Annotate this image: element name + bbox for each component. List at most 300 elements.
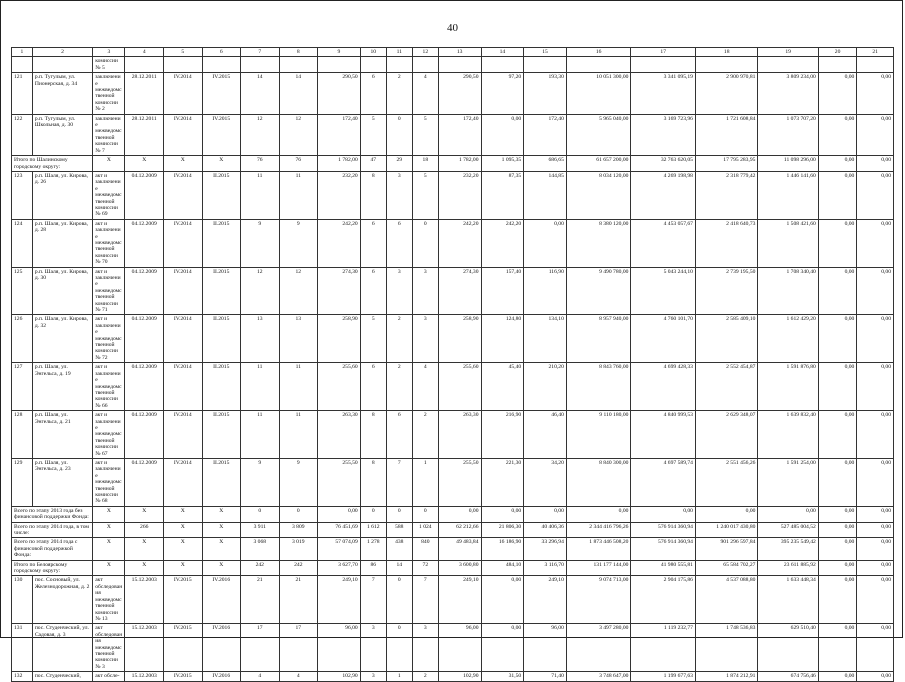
table-cell: 1 873 446 508,20 <box>566 538 631 560</box>
table-cell: 1 748 536,83 <box>695 624 757 672</box>
table-cell: 4 269 198,98 <box>631 171 696 219</box>
table-row <box>12 624 894 672</box>
column-number: 8 <box>279 48 318 57</box>
table-cell: 0,00 <box>818 363 857 411</box>
table-cell <box>758 57 818 73</box>
table-cell: 8 843 760,00 <box>566 363 631 411</box>
table-cell: 0,00 <box>818 506 857 522</box>
table-cell: II.2015 <box>202 363 241 411</box>
table-cell: 3 068 <box>241 538 280 560</box>
table-cell: 3 809 <box>279 522 318 538</box>
table-cell: IV.2014 <box>163 363 202 411</box>
table-cell: 8 <box>360 411 386 459</box>
table-cell: 3 748 647,00 <box>566 672 631 681</box>
summary-row <box>12 506 894 522</box>
table-cell: 249,10 <box>318 576 361 624</box>
table-cell: 04.12.2009 <box>125 411 164 459</box>
table-cell <box>481 57 524 73</box>
table-cell: 04.12.2009 <box>125 171 164 219</box>
table-cell: 2 585 409,10 <box>695 315 757 363</box>
table-cell: 1 446 141,60 <box>758 171 818 219</box>
table-cell: 1 612 <box>360 522 386 538</box>
table-cell: 0,00 <box>695 506 757 522</box>
table-cell: 11 098 296,00 <box>758 156 818 172</box>
table-cell: 121 <box>12 73 33 114</box>
table-cell: 3 600,80 <box>438 560 481 576</box>
table-cell: 11 <box>241 411 280 459</box>
table-cell: IV.2014 <box>163 315 202 363</box>
table-cell: 96,00 <box>438 624 481 672</box>
table-cell: 4 697 589,74 <box>631 458 696 506</box>
table-cell: 2 739 195,50 <box>695 267 757 315</box>
table-cell: 0,00 <box>818 576 857 624</box>
table-cell <box>318 57 361 73</box>
table-cell: 686,65 <box>524 156 567 172</box>
table-cell: 4 840 999,53 <box>631 411 696 459</box>
table-cell: 41 980 555,81 <box>631 560 696 576</box>
table-cell: 0,00 <box>857 363 894 411</box>
table-cell: Итого по Шалинскому городскому округу: <box>12 156 93 172</box>
table-cell: 0,00 <box>818 411 857 459</box>
table-cell: 193,30 <box>524 73 567 114</box>
table-cell: 97,20 <box>481 73 524 114</box>
table-cell: 7 <box>360 576 386 624</box>
table-cell: 04.12.2009 <box>125 315 164 363</box>
table-cell: акт и заключение межведомственной комиссии № 70 <box>93 219 125 267</box>
table-cell: акт и заключение межведомственной комиссии № 72 <box>93 315 125 363</box>
table-cell: 0,00 <box>857 672 894 681</box>
table-cell <box>202 57 241 73</box>
table-cell <box>695 57 757 73</box>
table-cell: 1 240 017 430,80 <box>695 522 757 538</box>
table-cell: X <box>202 506 241 522</box>
table-cell: 76 451,69 <box>318 522 361 538</box>
table-cell: 172,40 <box>318 114 361 155</box>
table-cell: 274,30 <box>318 267 361 315</box>
table-cell: 4 <box>412 73 438 114</box>
table-cell: IV.2015 <box>163 624 202 672</box>
table-cell: 249,10 <box>524 576 567 624</box>
table-row <box>12 458 894 506</box>
table-cell: 588 <box>386 522 412 538</box>
table-cell: 87,35 <box>481 171 524 219</box>
table-cell: 1 874 212,91 <box>695 672 757 681</box>
table-cell: 2 <box>386 363 412 411</box>
table-cell: 2 344 416 796,26 <box>566 522 631 538</box>
table-cell: 0,00 <box>524 506 567 522</box>
table-cell: IV.2016 <box>202 624 241 672</box>
table-cell: 0,00 <box>818 522 857 538</box>
table-cell: 3 497 280,00 <box>566 624 631 672</box>
table-cell: 2 <box>386 73 412 114</box>
table-cell: 10 051 300,00 <box>566 73 631 114</box>
table-cell: 0,00 <box>818 73 857 114</box>
table-cell: 8 840 300,00 <box>566 458 631 506</box>
table-cell: 576 914 360,94 <box>631 522 696 538</box>
table-cell: 1 782,00 <box>318 156 361 172</box>
table-cell: 3 <box>412 315 438 363</box>
table-cell <box>818 57 857 73</box>
table-cell: 242,20 <box>438 219 481 267</box>
table-cell: 2 551 456,26 <box>695 458 757 506</box>
table-cell: 86 <box>360 560 386 576</box>
table-cell: комиссии № 5 <box>93 57 125 73</box>
table-cell: 126 <box>12 315 33 363</box>
register-body <box>12 48 894 682</box>
table-cell: X <box>125 560 164 576</box>
table-cell: 221,30 <box>481 458 524 506</box>
table-cell: 5 <box>360 114 386 155</box>
table-cell: акт и заключение межведомственной комиссии № 68 <box>93 458 125 506</box>
table-cell: IV.2015 <box>163 576 202 624</box>
table-cell: 438 <box>386 538 412 560</box>
table-row <box>12 171 894 219</box>
table-cell: 12 <box>241 114 280 155</box>
table-cell: 1 633 448,34 <box>758 576 818 624</box>
table-cell: X <box>202 560 241 576</box>
column-number: 12 <box>412 48 438 57</box>
table-cell: 04.12.2009 <box>125 219 164 267</box>
table-cell: 274,30 <box>438 267 481 315</box>
table-cell: Всего по этапу 2013 года без финансовой поддержки Фонда: <box>12 506 93 522</box>
table-cell: 4 699 428,33 <box>631 363 696 411</box>
column-number: 4 <box>125 48 164 57</box>
table-cell <box>279 57 318 73</box>
table-cell: 40 406,36 <box>524 522 567 538</box>
table-cell: 4 537 088,80 <box>695 576 757 624</box>
table-cell: 8 380 120,00 <box>566 219 631 267</box>
table-cell <box>412 57 438 73</box>
table-cell: акт обсле- <box>93 672 125 681</box>
column-number: 15 <box>524 48 567 57</box>
table-cell: 255,60 <box>438 363 481 411</box>
table-cell: р.п. Тугулым, ул. Пионерская, д. 34 <box>32 73 92 114</box>
table-cell: 134,10 <box>524 315 567 363</box>
table-cell: 71,40 <box>524 672 567 681</box>
table-cell: 3 <box>386 267 412 315</box>
table-cell <box>360 57 386 73</box>
table-cell: X <box>163 560 202 576</box>
table-cell: 0 <box>279 506 318 522</box>
table-cell: 11 <box>241 171 280 219</box>
table-row <box>12 114 894 155</box>
table-cell: 258,90 <box>438 315 481 363</box>
table-cell: 0,00 <box>758 506 818 522</box>
table-cell: 0,00 <box>818 538 857 560</box>
table-cell: акт и заключение межведомственной комиссии № 71 <box>93 267 125 315</box>
table-cell: 17 <box>241 624 280 672</box>
table-cell: 0,00 <box>857 576 894 624</box>
register-table <box>11 47 894 682</box>
table-cell: р.п. Шаля, ул. Энгельса, д. 21 <box>32 411 92 459</box>
table-cell: 0,00 <box>857 73 894 114</box>
table-cell: 116,90 <box>524 267 567 315</box>
table-cell: 9 <box>279 219 318 267</box>
table-cell: 242 <box>279 560 318 576</box>
table-cell: р.п. Шаля, ул. Кирова, д. 32 <box>32 315 92 363</box>
column-number: 18 <box>695 48 757 57</box>
table-cell: 21 <box>279 576 318 624</box>
table-cell: 0 <box>412 219 438 267</box>
table-cell: II.2015 <box>202 458 241 506</box>
table-cell: 76 <box>241 156 280 172</box>
table-cell: 0 <box>241 506 280 522</box>
table-cell: 4 <box>241 672 280 681</box>
table-cell: X <box>163 156 202 172</box>
table-cell: 45,40 <box>481 363 524 411</box>
table-cell: р.п. Шаля, ул. Кирова, д. 28 <box>32 219 92 267</box>
table-cell: 0 <box>412 506 438 522</box>
table-cell: 8 <box>360 458 386 506</box>
table-cell: X <box>93 156 125 172</box>
table-cell: 0,00 <box>818 267 857 315</box>
table-cell: 21 <box>241 576 280 624</box>
table-cell: 14 <box>241 73 280 114</box>
column-number: 20 <box>818 48 857 57</box>
table-cell: 263,30 <box>438 411 481 459</box>
table-cell: X <box>202 522 241 538</box>
table-cell: акт и заключение межведомственной комиссии № 69 <box>93 171 125 219</box>
table-cell: 7 <box>412 576 438 624</box>
table-cell: 0,00 <box>857 538 894 560</box>
table-cell: 1 <box>412 458 438 506</box>
table-cell: 6 <box>360 219 386 267</box>
table-cell: 124 <box>12 219 33 267</box>
table-cell: 242,20 <box>481 219 524 267</box>
table-cell: 9 <box>241 458 280 506</box>
table-cell: 290,50 <box>438 73 481 114</box>
column-number: 13 <box>438 48 481 57</box>
column-number: 16 <box>566 48 631 57</box>
table-cell: IV.2014 <box>163 73 202 114</box>
table-cell: 5 <box>360 315 386 363</box>
table-cell: пос. Студенческий, <box>32 672 92 681</box>
table-cell: II.2015 <box>202 267 241 315</box>
table-cell: 61 657 200,00 <box>566 156 631 172</box>
table-cell: 125 <box>12 267 33 315</box>
table-cell: 172,40 <box>438 114 481 155</box>
table-cell: 901 296 597,84 <box>695 538 757 560</box>
table-cell: 04.12.2009 <box>125 458 164 506</box>
table-cell: 9 <box>279 458 318 506</box>
table-cell: 1 612 429,20 <box>758 315 818 363</box>
table-cell: 157,40 <box>481 267 524 315</box>
table-cell: 290,50 <box>318 73 361 114</box>
table-cell: 0 <box>386 506 412 522</box>
table-cell: 0,00 <box>857 171 894 219</box>
table-cell: 15.12.2003 <box>125 672 164 681</box>
table-cell: 1 708 340,40 <box>758 267 818 315</box>
table-cell: 255,50 <box>318 458 361 506</box>
table-cell: 0,00 <box>566 506 631 522</box>
table-cell: 3 019 <box>279 538 318 560</box>
table-cell: 0,00 <box>857 219 894 267</box>
table-cell: 0,00 <box>857 267 894 315</box>
column-number: 1 <box>12 48 33 57</box>
table-cell: 122 <box>12 114 33 155</box>
table-row <box>12 672 894 681</box>
table-cell: 0,00 <box>481 114 524 155</box>
table-cell: р.п. Шаля, ул. Энгельса, д. 23 <box>32 458 92 506</box>
table-cell: X <box>93 522 125 538</box>
table-cell: 5 043 244,10 <box>631 267 696 315</box>
table-cell: II.2015 <box>202 411 241 459</box>
table-cell: 527 485 004,52 <box>758 522 818 538</box>
table-cell: IV.2015 <box>163 672 202 681</box>
table-cell: 3 <box>386 171 412 219</box>
table-cell: 15.12.2003 <box>125 576 164 624</box>
table-cell: 1 095,35 <box>481 156 524 172</box>
column-number: 14 <box>481 48 524 57</box>
table-cell: 15.12.2003 <box>125 624 164 672</box>
table-cell: р.п. Шаля, ул. Кирова, д. 30 <box>32 267 92 315</box>
table-cell: 1 199 677,63 <box>631 672 696 681</box>
table-cell: 2 <box>412 411 438 459</box>
table-cell: IV.2015 <box>202 114 241 155</box>
table-cell: 12 <box>279 267 318 315</box>
table-cell: 1 073 707,20 <box>758 114 818 155</box>
table-cell: 0,00 <box>857 315 894 363</box>
table-cell: 232,20 <box>438 171 481 219</box>
table-cell: 0,00 <box>818 156 857 172</box>
table-cell: пос. Студенческий, ул. Садовая, д. 3 <box>32 624 92 672</box>
table-cell <box>125 57 164 73</box>
table-cell: 0,00 <box>857 506 894 522</box>
table-cell: 62 212,66 <box>438 522 481 538</box>
table-cell: X <box>125 538 164 560</box>
table-cell: II.2015 <box>202 171 241 219</box>
table-cell: 34,20 <box>524 458 567 506</box>
table-cell: 96,00 <box>318 624 361 672</box>
table-cell: IV.2014 <box>163 267 202 315</box>
table-cell: 1 591 254,00 <box>758 458 818 506</box>
table-cell: 46,40 <box>524 411 567 459</box>
table-cell: 8 <box>360 171 386 219</box>
table-row <box>12 576 894 624</box>
table-cell: акт и заключение межведомственной комиссии № 66 <box>93 363 125 411</box>
table-cell: 258,90 <box>318 315 361 363</box>
table-cell: 18 <box>412 156 438 172</box>
table-cell: 11 <box>279 411 318 459</box>
table-cell: 2 318 779,42 <box>695 171 757 219</box>
table-cell: 17 <box>279 624 318 672</box>
table-cell: 0,00 <box>818 315 857 363</box>
table-cell: 6 <box>360 363 386 411</box>
column-number: 17 <box>631 48 696 57</box>
table-cell: 266 <box>125 522 164 538</box>
table-cell: 130 <box>12 576 33 624</box>
table-cell: X <box>202 538 241 560</box>
table-cell: IV.2014 <box>163 458 202 506</box>
table-cell: 216,90 <box>481 411 524 459</box>
table-cell <box>631 57 696 73</box>
table-cell: 7 <box>386 458 412 506</box>
table-cell: 28.12.2011 <box>125 73 164 114</box>
table-cell: IV.2016 <box>202 672 241 681</box>
table-cell: 172,40 <box>524 114 567 155</box>
table-cell: 3 911 <box>241 522 280 538</box>
table-cell: 47 <box>360 156 386 172</box>
table-cell: 124,80 <box>481 315 524 363</box>
table-cell: 13 <box>279 315 318 363</box>
table-cell: 0,00 <box>857 458 894 506</box>
table-cell: 0,00 <box>481 506 524 522</box>
table-cell: 2 629 348,07 <box>695 411 757 459</box>
table-cell: 0,00 <box>481 624 524 672</box>
table-cell: 11 <box>279 171 318 219</box>
table-cell: 33 296,94 <box>524 538 567 560</box>
table-cell: 9 110 180,00 <box>566 411 631 459</box>
table-cell: 1 <box>386 672 412 681</box>
table-cell: 0,00 <box>857 114 894 155</box>
table-cell <box>12 57 33 73</box>
table-cell: 2 904 175,86 <box>631 576 696 624</box>
table-cell: 232,20 <box>318 171 361 219</box>
table-cell: X <box>163 522 202 538</box>
column-number: 5 <box>163 48 202 57</box>
table-cell: IV.2014 <box>163 114 202 155</box>
table-cell: 1 721 608,84 <box>695 114 757 155</box>
table-cell: 1 119 232,77 <box>631 624 696 672</box>
column-number: 3 <box>93 48 125 57</box>
table-cell: 3 <box>412 624 438 672</box>
table-cell: X <box>163 538 202 560</box>
table-row <box>12 315 894 363</box>
table-cell: 23 611 885,92 <box>758 560 818 576</box>
table-cell: 5 965 040,00 <box>566 114 631 155</box>
page-number: 40 <box>447 22 458 34</box>
table-cell: 72 <box>412 560 438 576</box>
table-cell: р.п. Шаля, ул. Энгельса, д. 19 <box>32 363 92 411</box>
table-cell: 8 957 940,00 <box>566 315 631 363</box>
table-cell: 1 591 876,80 <box>758 363 818 411</box>
table-cell: 242,20 <box>318 219 361 267</box>
table-cell: 12 <box>241 267 280 315</box>
table-cell: 4 <box>279 672 318 681</box>
table-cell: 6 <box>386 411 412 459</box>
table-cell: 65 584 702,27 <box>695 560 757 576</box>
table-cell: 0 <box>386 114 412 155</box>
table-cell: 255,60 <box>318 363 361 411</box>
table-cell: акт обследования межведомственной комиссии № 3 <box>93 624 125 672</box>
table-cell: 3 116,70 <box>524 560 567 576</box>
table-cell: 0,00 <box>857 560 894 576</box>
table-cell: 242 <box>241 560 280 576</box>
summary-row <box>12 522 894 538</box>
table-cell <box>438 57 481 73</box>
table-cell: 263,30 <box>318 411 361 459</box>
table-cell: 21 806,30 <box>481 522 524 538</box>
table-cell: 49 483,84 <box>438 538 481 560</box>
table-cell: 144,85 <box>524 171 567 219</box>
table-cell: 5 <box>412 171 438 219</box>
table-cell: 0,00 <box>481 576 524 624</box>
table-cell: 0,00 <box>857 624 894 672</box>
table-cell: р.п. Тугулым, ул. Школьная, д. 30 <box>32 114 92 155</box>
table-cell: пос. Сосновый, ул. Железнодорожная, д. 2 <box>32 576 92 624</box>
table-cell: 131 177 144,00 <box>566 560 631 576</box>
table-cell: 1 024 <box>412 522 438 538</box>
table-cell: 6 <box>386 219 412 267</box>
table-cell: 2 418 640,73 <box>695 219 757 267</box>
table-cell: акт обследования межведомственной комиссии № 13 <box>93 576 125 624</box>
table-row <box>12 57 894 73</box>
table-cell: II.2015 <box>202 315 241 363</box>
table-cell: X <box>202 156 241 172</box>
table-cell: 4 760 101,70 <box>631 315 696 363</box>
table-cell <box>241 57 280 73</box>
table-cell: 131 <box>12 624 33 672</box>
